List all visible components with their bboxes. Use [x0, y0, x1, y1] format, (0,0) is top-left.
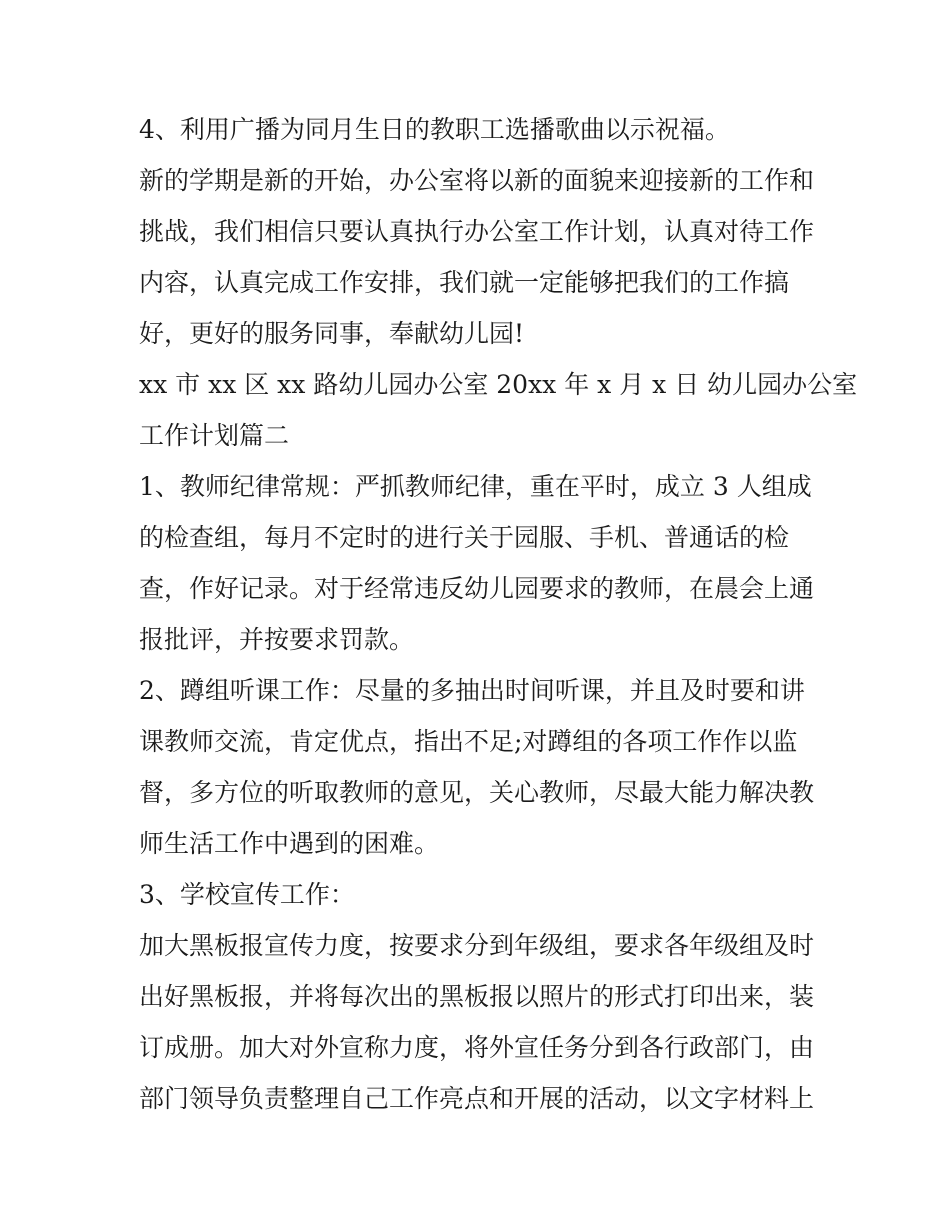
document-body	[139, 104, 858, 1124]
text-line: 好，更好的服务同事，奉献幼儿园!	[139, 319, 525, 348]
text-line: 课教师交流，肯定优点，指出不足;对蹲组的各项工作作以监	[139, 727, 798, 756]
text-line: 挑战，我们相信只要认真执行办公室工作计划，认真对待工作	[139, 217, 815, 246]
text-line: xx 市 xx 区 xx 路幼儿园办公室 20xx 年 x 月 x 日 幼儿园办公室	[139, 370, 858, 399]
text-line: 报批评，并按要求罚款。	[139, 625, 415, 654]
text-line: 师生活工作中遇到的困难。	[139, 829, 440, 858]
text-line: 订成册。加大对外宣称力度，将外宣任务分到各行政部门，由	[139, 1033, 815, 1062]
text-line: 的检查组，每月不定时的进行关于园服、手机、普通话的检	[139, 523, 790, 552]
text-line: 4、利用广播为同月生日的教职工选播歌曲以示祝福。	[139, 115, 730, 144]
text-line: 部门领导负责整理自己工作亮点和开展的活动，以文字材料上	[139, 1084, 815, 1113]
text-line: 3、学校宣传工作：	[139, 880, 355, 909]
section-title: 工作计划篇二	[139, 421, 290, 450]
text-line: 内容，认真完成工作安排，我们就一定能够把我们的工作搞	[139, 268, 790, 297]
text-line: 出好黑板报，并将每次出的黑板报以照片的形式打印出来，装	[139, 982, 815, 1011]
text-line: 1、教师纪律常规：严抓教师纪律，重在平时，成立 3 人组成	[139, 472, 812, 501]
text-line: 查，作好记录。对于经常违反幼儿园要求的教师，在晨会上通	[139, 574, 815, 603]
text-line: 督，多方位的听取教师的意见，关心教师，尽最大能力解决教	[139, 778, 815, 807]
text-line: 2、蹲组听课工作：尽量的多抽出时间听课，并且及时要和讲	[139, 676, 805, 705]
text-line: 新的学期是新的开始，办公室将以新的面貌来迎接新的工作和	[139, 166, 815, 195]
text-line: 加大黑板报宣传力度，按要求分到年级组，要求各年级组及时	[139, 931, 815, 960]
